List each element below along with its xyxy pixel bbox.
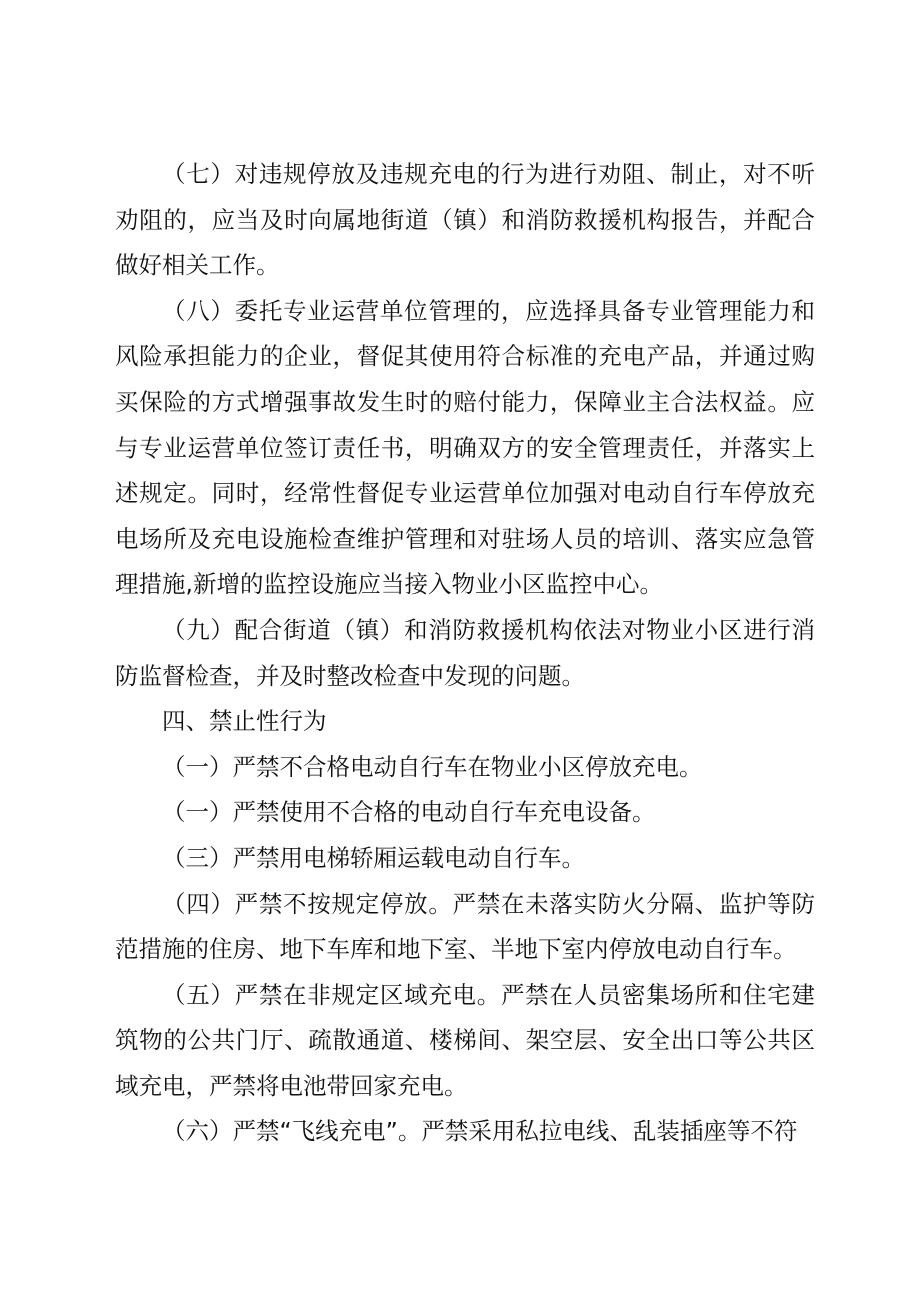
paragraph-item-7: （七）对违规停放及违规充电的行为进行劝阻、制止，对不听劝阻的，应当及时向属地街道（镇）和消防救援机构报告，并配合做好相关工作。 [115, 160, 815, 280]
section-heading: 四、禁止性行为 [162, 707, 327, 736]
prohibition-item-4: （四）严禁不按规定停放。严禁在未落实防火分隔、监护等防范措施的住房、地下车库和地下室、半地下室内停放电动自行车。 [115, 889, 815, 964]
paragraph-item-8: （八）委托专业运营单位管理的，应选择具备专业管理能力和风险承担能力的企业，督促其使用符合标准的充电产品，并通过购买保险的方式增强事故发生时的赔付能力，保障业主合法权益。应与专业运营单位签订责任书，明确双方的安全管理责任，并落实上述规定。同时，经常性督促专业运营单位加强对电动自行车停放充电场所及充电设施检查维护管理和对驻场人员的培训、落实应急管理措施,新增的监控设施应当接入物业小区监控中心。 [115, 296, 815, 599]
prohibition-item-6: （六）严禁“飞线充电”。严禁采用私拉电线、乱装插座等不符 [162, 1117, 798, 1146]
prohibition-item-3: （三）严禁用电梯轿厢运载电动自行车。 [162, 843, 585, 872]
prohibition-item-2: （一）严禁使用不合格的电动自行车充电设备。 [162, 798, 656, 827]
document-body [115, 152, 815, 1155]
paragraph-item-9: （九）配合街道（镇）和消防救援机构依法对物业小区进行消防监督检查，并及时整改检查中发现的问题。 [115, 615, 815, 690]
prohibition-item-5: （五）严禁在非规定区域充电。严禁在人员密集场所和住宅建筑物的公共门厅、疏散通道、楼梯间、架空层、安全出口等公共区域充电，严禁将电池带回家充电。 [115, 980, 815, 1100]
prohibition-item-1: （一）严禁不合格电动自行车在物业小区停放充电。 [162, 752, 703, 781]
